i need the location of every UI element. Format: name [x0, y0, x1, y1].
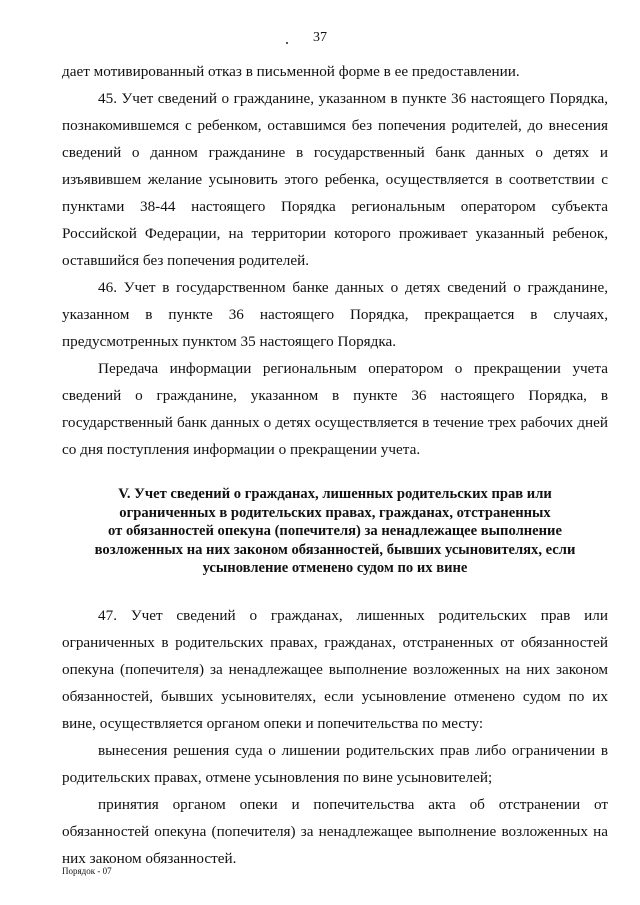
- section-heading-line: усыновление отменено судом по их вине: [202, 560, 468, 576]
- section-heading-line: V. Учет сведений о гражданах, лишенных родительских прав или: [118, 486, 552, 502]
- paragraph-47-item-guardianship: принятия органом опеки и попечительства акта об отстранении от обязанностей опекуна (попечителя) за ненадлежащее выполнение возложенных на них законом обязанностей.: [62, 795, 608, 867]
- paragraph-45: 45. Учет сведений о гражданине, указанном в пункте 36 настоящего Порядка, познакомившемся с ребенком, оставшимся без попечения родителей, до внесения сведений о данном гражданине в государственный банк данных о детях и изъявившем желание усыновить этого ребенка, осуществляется в соответствии с пунктами 38-44 настоящего Порядка региональным оператором субъекта Российской Федерации, на территории которого проживает указанный ребенок, оставшийся без попечения родителей.: [62, 90, 608, 269]
- page-footer: Порядок - 07: [62, 866, 112, 876]
- section-heading-line: от обязанностей опекуна (попечителя) за ненадлежащее выполнение: [108, 523, 562, 539]
- scan-speck: [286, 42, 288, 44]
- paragraph-46: 46. Учет в государственном банке данных о детях сведений о гражданине, указанном в пункте 36 настоящего Порядка, прекращается в случаях, предусмотренных пунктом 35 настоящего Порядка.: [62, 279, 608, 350]
- paragraph-47: 47. Учет сведений о гражданах, лишенных родительских прав или ограниченных в родительских правах, гражданах, отстраненных от обязанностей опекуна (попечителя) за ненадлежащее выполнение возложенных на них законом обязанностей, бывших усыновителях, если усыновление отменено судом по их вине, осуществляется органом опеки и попечительства по месту:: [62, 606, 608, 732]
- paragraph-47-item-court: вынесения решения суда о лишении родительских прав либо ограничении в родительских правах, отмене усыновления по вине усыновителей;: [62, 741, 608, 786]
- document-body: [62, 58, 608, 872]
- section-v-heading: [82, 485, 588, 578]
- section-heading-line: возложенных на них законом обязанностей, бывших усыновителях, если: [94, 541, 576, 558]
- section-heading-line: ограниченных в родительских правах, гражданах, отстраненных: [119, 504, 551, 521]
- paragraph-46-transfer: Передача информации региональным оператором о прекращении учета сведений о гражданине, указанном в пункте 36 настоящего Порядка, в государственный банк данных о детях осуществляется в течение трех рабочих дней со дня поступления информации о прекращении учета.: [62, 360, 608, 458]
- page-number: 37: [313, 30, 327, 45]
- paragraph-continuation: дает мотивированный отказ в письменной форме в ее предоставлении.: [62, 63, 520, 80]
